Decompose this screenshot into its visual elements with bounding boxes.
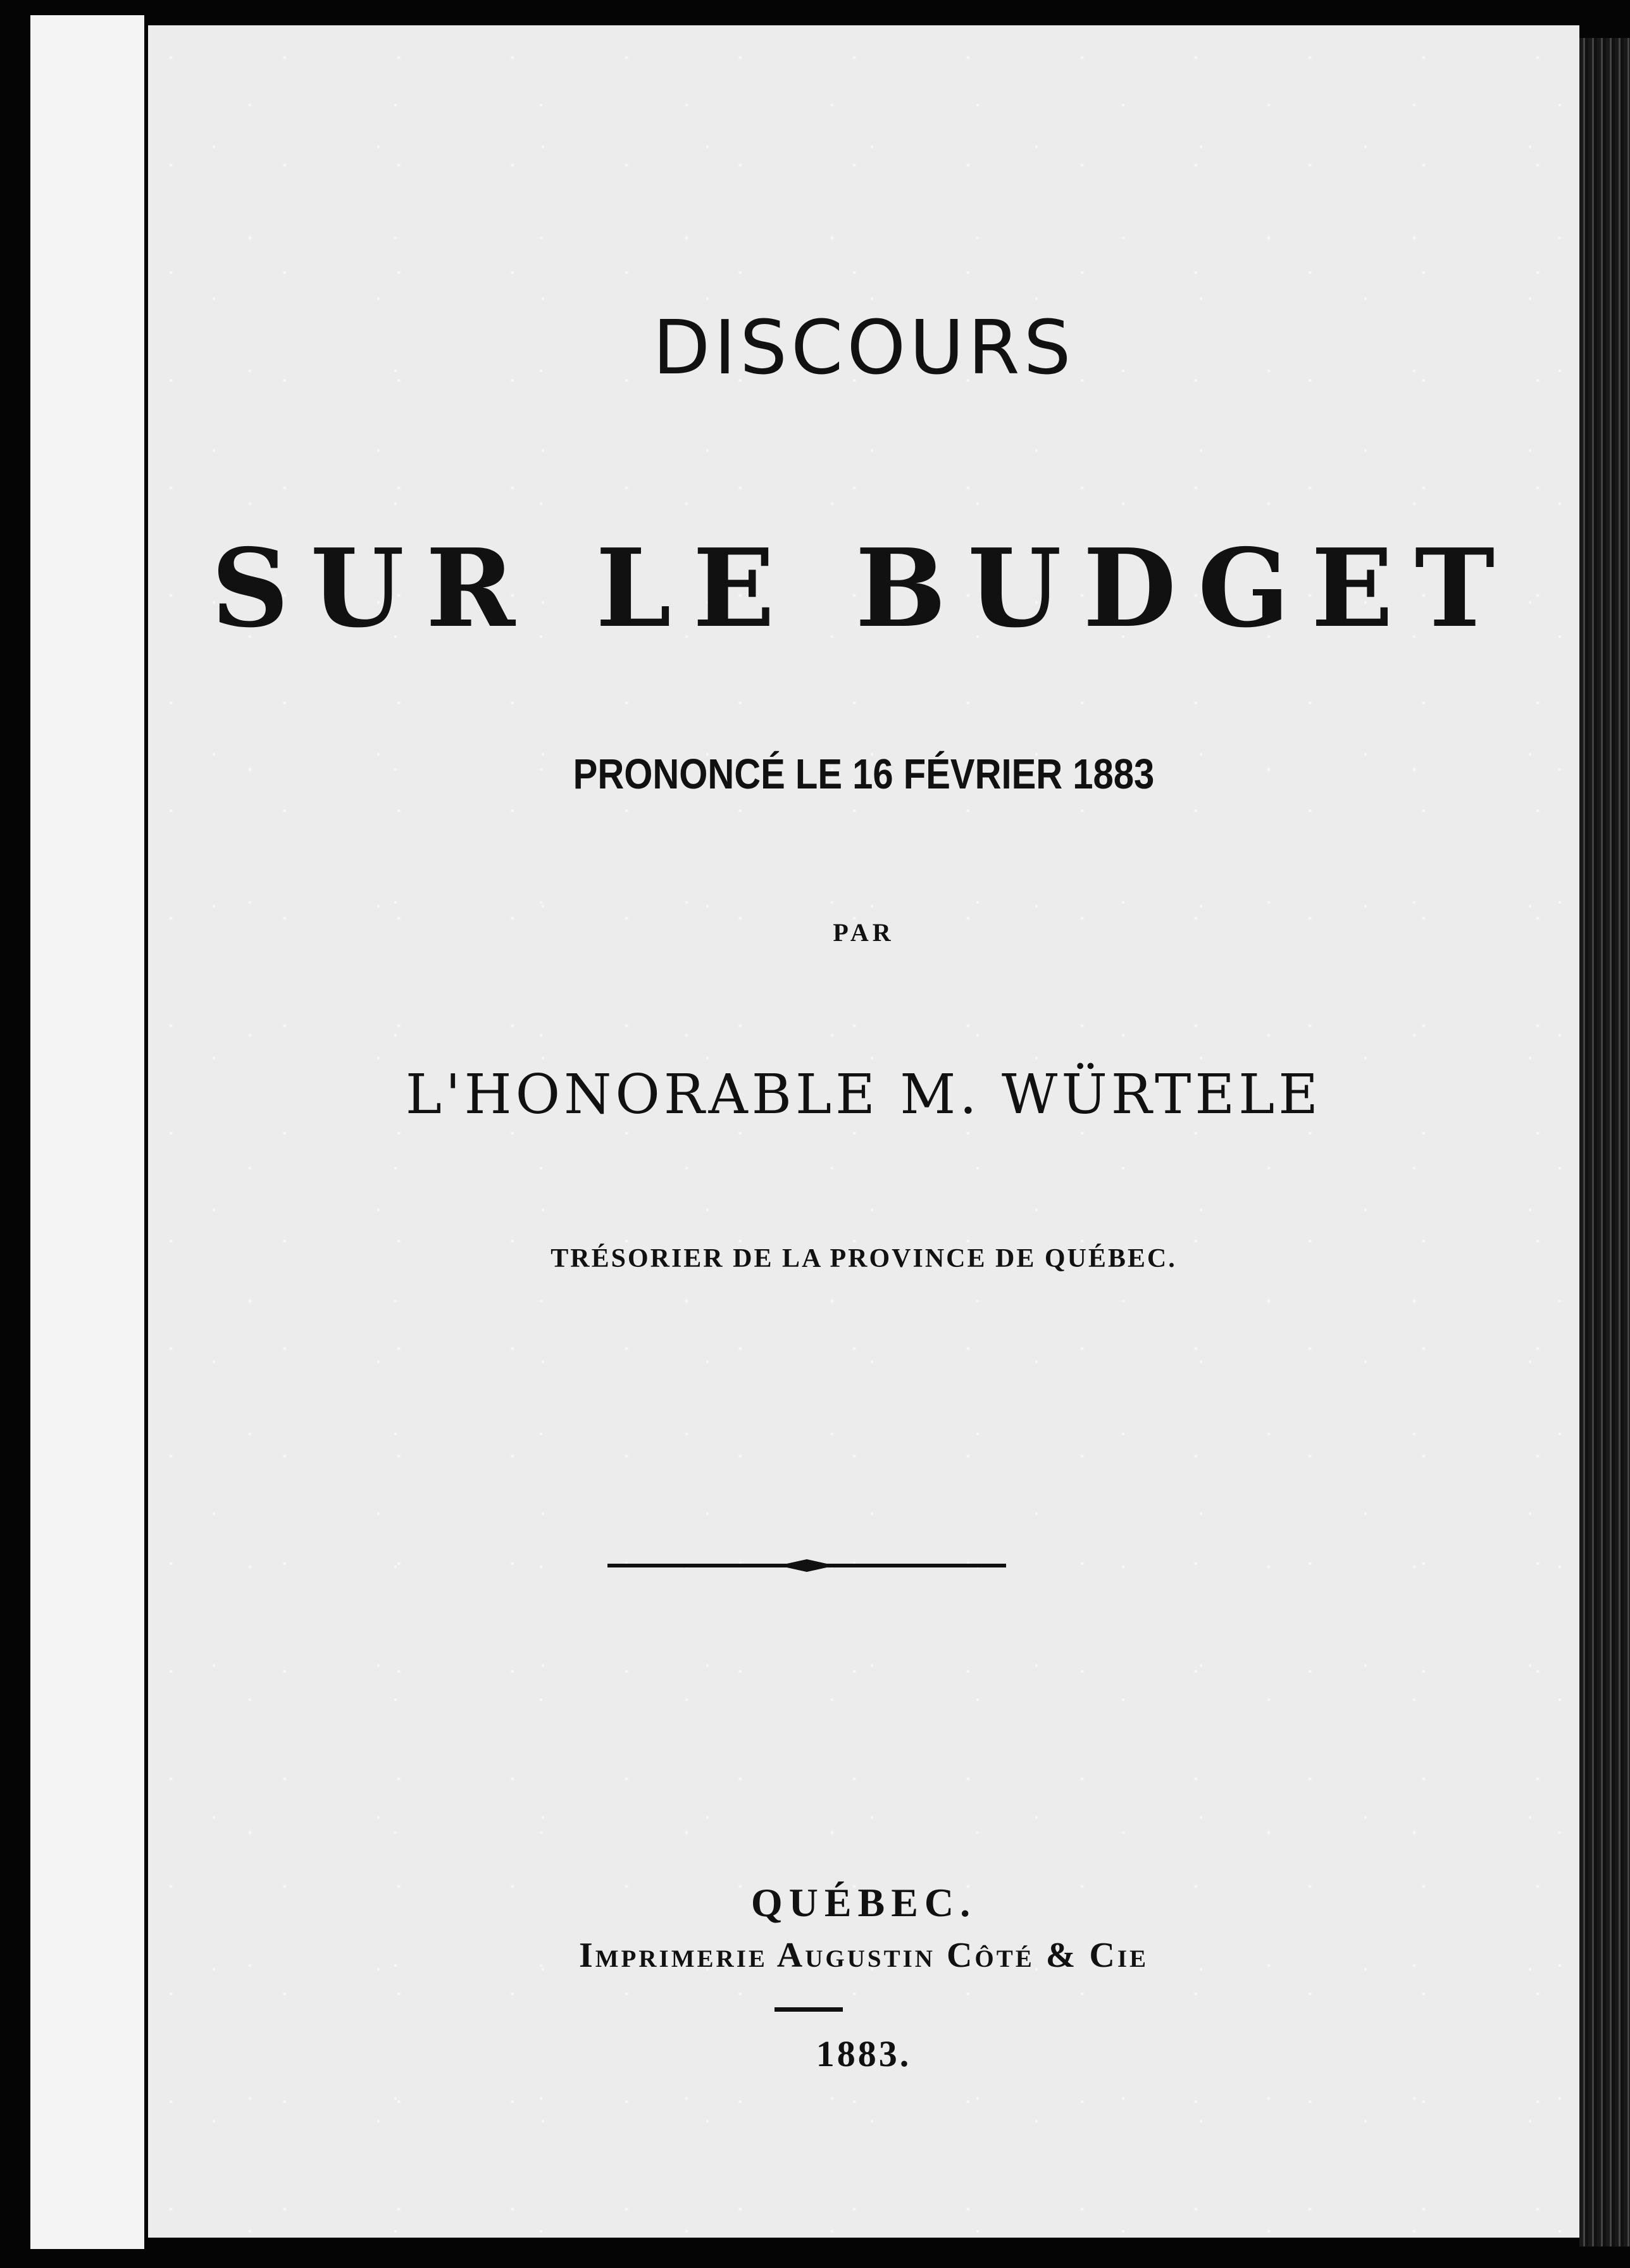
- imprint-place: QUÉBEC.: [750, 1880, 977, 1925]
- ornamental-rule: [607, 1558, 1006, 1573]
- subtitle-date: PRONONCÉ LE 16 FÉVRIER 1883: [573, 751, 1155, 798]
- facing-page-edge: [30, 15, 144, 2249]
- imprint-printer: Imprimerie Augustin Côté & Cie: [578, 1936, 1149, 1975]
- author-name: L'HONORABLE M. WÜRTELE: [405, 1063, 1322, 1126]
- by-label: PAR: [833, 918, 895, 947]
- imprint-year: 1883.: [816, 2033, 912, 2074]
- title-discours: DISCOURS: [652, 304, 1075, 391]
- book-binding: [1579, 38, 1630, 2246]
- author-title: TRÉSORIER DE LA PROVINCE DE QUÉBEC.: [551, 1244, 1177, 1273]
- imprint-rule: [775, 2007, 843, 2012]
- title-sur-le-budget: SUR LE BUDGET: [211, 525, 1517, 652]
